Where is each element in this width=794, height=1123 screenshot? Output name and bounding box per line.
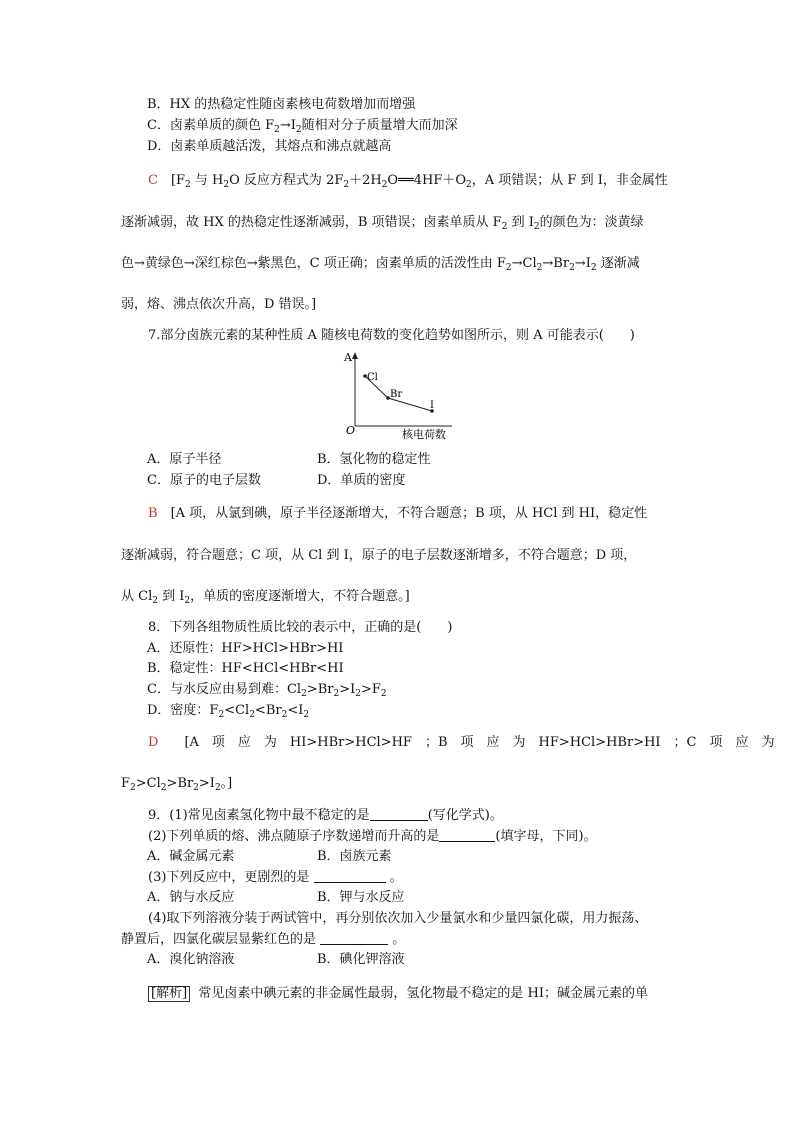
q7-trend-figure — [340, 348, 460, 443]
q9-part4-option-b: B．碘化钾溶液 — [317, 952, 405, 967]
q9-part1: 9．(1)常见卤素氢化物中最不稳定的是 (写化学式)。 — [148, 808, 503, 823]
q6-option-d: D．卤素单质越活泼，其熔点和沸点就越高 — [147, 139, 392, 154]
q8-answer-letter: D — [148, 735, 159, 750]
q6-explanation-line2: 逐渐减弱，故 HX 的热稳定性逐渐减弱，B 项错误；卤素单质从 $F_2$ 到 $I_2$的颜色为：淡黄绿 — [121, 215, 644, 232]
label-i: I — [430, 400, 434, 411]
q6-option-b: B．HX 的热稳定性随卤素核电荷数增加而增强 — [147, 97, 416, 112]
q9-part4-option-a: A．溴化钠溶液 — [147, 952, 235, 967]
y-axis-label: A — [344, 351, 352, 364]
q9-analysis-line1: [解析] 常见卤素中碘元素的非金属性最弱，氢化物最不稳定的是 HI；碱金属元素的单 — [148, 986, 648, 1002]
q7-option-d: D．单质的密度 — [317, 473, 406, 488]
q8-stem: 8．下列各组物质性质比较的表示中，正确的是( ) — [148, 620, 453, 635]
origin-label: O — [346, 424, 356, 437]
y-axis-arrow — [352, 352, 358, 359]
q6-option-c: C．卤素单质的颜色 $F_2\to I_2$随相对分子质量增大而加深 — [147, 118, 458, 135]
q7-stem: 7.部分卤族元素的某种性质 A 随核电荷数的变化趋势如图所示，则 A 可能表示( ) — [148, 328, 635, 343]
label-cl: Cl — [367, 372, 378, 383]
q7-explanation-line3: 从 $Cl_2$ 到 $I_2$，单质的密度逐渐增大，不符合题意。] — [121, 589, 410, 606]
q9-part3-option-b: B．钾与水反应 — [317, 890, 405, 905]
q8-option-b: B．稳定性：HF<HCl<HBr<HI — [147, 661, 344, 676]
q6-explanation-line1: C [$F_2$ 与 $H_2O$ 反应方程式为 $2F_2+2H_2O══4HF+O_2$，A 项错误；从 F 到 I，非金属性 — [148, 173, 668, 190]
q6-explanation-line3: 色→黄绿色→深红棕色→紫黑色，C 项正确；卤素单质的活泼性由 $F_2\to Cl_2\to Br_2\to I_2$ 逐渐减 — [121, 256, 640, 273]
q9-part1-blank[interactable] — [370, 808, 428, 821]
q9-part3-option-a: A．钠与水反应 — [147, 890, 235, 905]
q9-part2-option-a: A．碱金属元素 — [147, 849, 235, 864]
q7-option-a: A．原子半径 — [147, 452, 222, 467]
q9-part3-blank[interactable] — [314, 870, 386, 883]
q6-answer-letter: C — [148, 173, 158, 188]
q7-option-c: C．原子的电子层数 — [147, 473, 261, 488]
q9-part2: (2)下列单质的熔、沸点随原子序数递增而升高的是 (填字母，下同)。 — [148, 829, 597, 844]
q9-part4-line2: 静置后，四氯化碳层显紫红色的是 。 — [121, 932, 406, 947]
q8-explanation-line1: D [A 项 应 为 HI>HBr>HCl>HF ；B 项 应 为 HF>HCl>HBr>HI ；C 项 应 为 — [148, 735, 775, 750]
q7-answer-letter: B — [148, 506, 158, 521]
label-br: Br — [390, 389, 403, 400]
q8-explanation-line2: $F_2>Cl_2>Br_2>I_2$。] — [121, 776, 233, 793]
q7-option-b: B．氢化物的稳定性 — [317, 452, 431, 467]
q9-part4-blank[interactable] — [320, 932, 388, 945]
q9-part4-line1: (4)取下列溶液分装于两试管中，再分别依次加入少量氯水和少量四氯化碳，用力振荡、 — [148, 911, 648, 926]
q7-explanation-line1: B [A 项，从氯到碘，原子半径逐渐增大，不符合题意；B 项，从 HCl 到 HI，稳定性 — [148, 506, 648, 521]
q9-part2-blank[interactable] — [439, 829, 495, 842]
q8-option-a: A．还原性：HF>HCl>HBr>HI — [147, 641, 344, 656]
q9-part2-option-b: B．卤族元素 — [317, 849, 392, 864]
q6-explanation-line4: 弱，熔、沸点依次升高，D 错误。] — [121, 297, 317, 312]
x-axis-label: 核电荷数 — [402, 428, 446, 441]
q9-part3: (3)下列反应中，更剧烈的是 。 — [148, 870, 403, 885]
analysis-tag: [解析] — [148, 986, 190, 1002]
q8-option-c: C．与水反应由易到难：$Cl_2>Br_2>I_2>F_2$ — [147, 682, 387, 699]
q7-explanation-line2: 逐渐减弱，符合题意；C 项，从 Cl 到 I，原子的电子层数逐渐增多，不符合题意；D 项， — [121, 548, 637, 563]
q8-option-d: D．密度：$F_2<Cl_2<Br_2<I_2$ — [147, 703, 310, 720]
